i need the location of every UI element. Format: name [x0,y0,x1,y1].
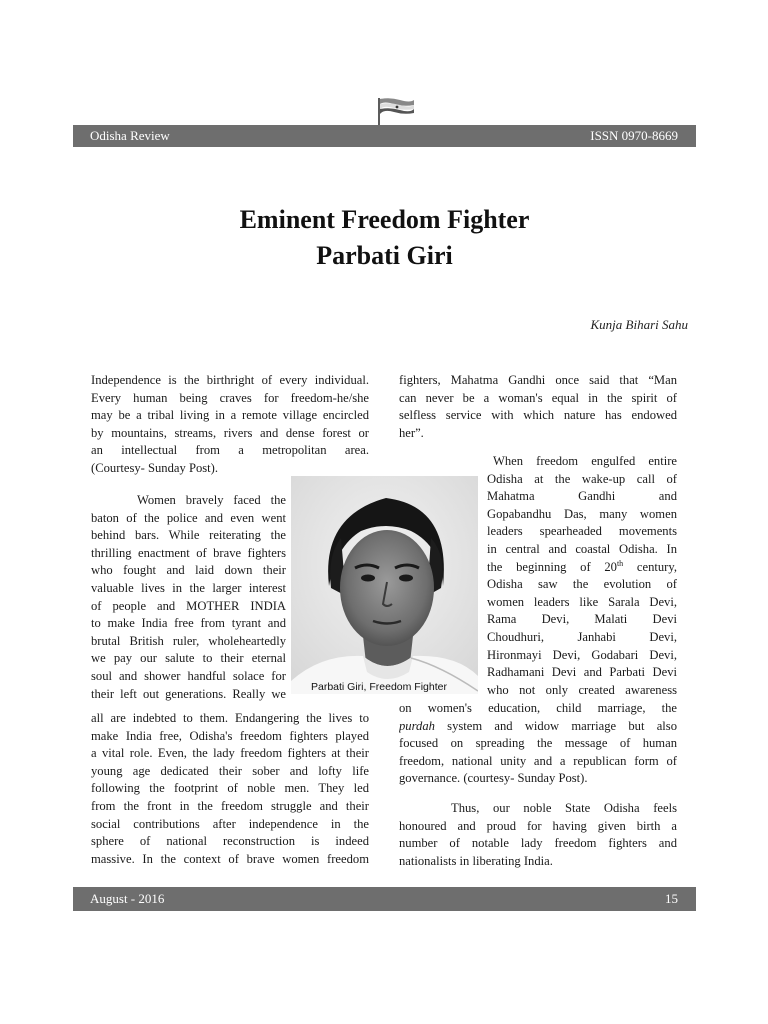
text-line: to make India free from tyrant and [91,616,286,631]
text-line: selfless service with which nature has endowed [399,408,677,423]
header-bar [73,125,696,147]
text-line: who fought and laid down their [91,563,286,578]
text-line: (Courtesy- Sunday Post). [91,460,218,475]
text-line: Every human being craves for freedom-he/she [91,390,369,405]
text-line: brutal British ruler, wholeheartedly [91,633,286,648]
title-line-1: Eminent Freedom Fighter [239,205,530,234]
text-line: Radhamani Devi and Parbati Devi [487,665,677,680]
superscript: th [616,558,624,568]
photo-caption: Parbati Giri, Freedom Fighter [311,681,447,693]
text-line: valuable lives in the larger interest [91,580,286,595]
text-fragment: system and widow marriage but also [434,718,677,733]
text-line: all are indebted to them. Endangering the lives to [91,711,369,725]
right-paragraph-1 [399,372,677,442]
text-line: Hironmayi Devi, Godabari Devi, [487,647,677,662]
text-line: an intellectual from a metropolitan area. [91,443,369,458]
text-line: Independence is the birthright of every individual. [91,373,369,387]
text-line: massive. In the context of brave women freedom [91,851,369,866]
text-line: sphere of national reconstruction is indeed [91,834,369,849]
text-fragment: century, [623,559,677,574]
text-line: women leaders like Sarala Devi, [487,594,677,609]
journal-name: Odisha Review [90,128,170,143]
text-line: When freedom engulfed entire [493,454,677,468]
issue-date: August - 2016 [90,891,165,906]
title-line-2: Parbati Giri [316,241,453,270]
text-line: Rama Devi, Malati Devi [487,612,677,627]
text-line: Thus, our noble State Odisha feels [451,801,677,815]
article-title [73,202,696,274]
text-line: of people and MOTHER INDIA [91,598,286,613]
text-line: who not only created awareness [487,682,677,697]
portrait-photo [291,476,478,694]
left-paragraph-2-wide [91,710,369,868]
text-line: leaders spearheaded movements [487,524,677,539]
right-paragraph-2-narrow [487,453,677,699]
left-paragraph-2-narrow [91,492,286,703]
text-line: focused on spreading the message of human [399,736,677,751]
text-line: fighters, Mahatma Gandhi once said that “Man [399,373,677,387]
text-line: Gopabandhu Das, many women [487,506,677,521]
text-line: on women's education, child marriage, the [399,701,677,715]
left-paragraph-1 [91,372,369,478]
text-line: in central and coastal Odisha. In [487,541,677,556]
right-paragraph-3 [399,800,677,870]
text-line: their left out generations. Really we [91,686,286,701]
text-line [399,718,677,736]
footer-bar [73,887,696,911]
text-line: number of notable lady freedom fighters and [399,836,677,851]
text-line: social contributions after independence in the [91,816,369,831]
text-line: freedom, national unity and a republican form of [399,753,677,768]
text-line: soul and shower handful solace for [91,668,286,683]
text-line: honoured and proud for having given birth a [399,818,677,833]
text-line [487,559,677,577]
text-line: Odisha saw the evolution of [487,577,677,592]
text-line: by mountains, streams, rivers and dense forest or [91,425,369,440]
text-line: make India free, Odisha's freedom fighters played [91,728,369,743]
text-line: Odisha at the wake-up call of [487,471,677,486]
text-line: thrilling enactment of brave fighters [91,545,286,560]
text-line: following the footprint of noble men. They led [91,781,369,796]
text-line: from the front in the freedom struggle and their [91,798,369,813]
text-line: can never be a woman's equal in the spirit of [399,390,677,405]
author-name: Kunja Bihari Sahu [590,317,688,332]
text-line: baton of the police and even went [91,510,286,525]
text-line: Choudhuri, Janhabi Devi, [487,629,677,644]
text-line: governance. (courtesy- Sunday Post). [399,771,588,786]
text-line: her”. [399,425,424,440]
text-line: Mahatma Gandhi and [487,489,677,504]
right-paragraph-2-wide [399,700,677,788]
page-number: 15 [665,891,678,906]
flag-icon [376,96,416,128]
italic-term: purdah [399,718,435,733]
issn-number: ISSN 0970-8669 [590,128,678,143]
text-line: behind bars. While reiterating the [91,528,286,543]
text-line: young age dedicated their sober and lofty life [91,763,369,778]
text-line: we pay our salute to their eternal [91,651,286,666]
text-line: Women bravely faced the [137,493,286,507]
text-line: a vital role. Even, the lady freedom fighters at their [91,746,369,761]
text-fragment: the beginning of 20 [487,559,617,574]
text-line: nationalists in liberating India. [399,853,553,868]
text-line: may be a tribal living in a remote village encircled [91,408,369,423]
